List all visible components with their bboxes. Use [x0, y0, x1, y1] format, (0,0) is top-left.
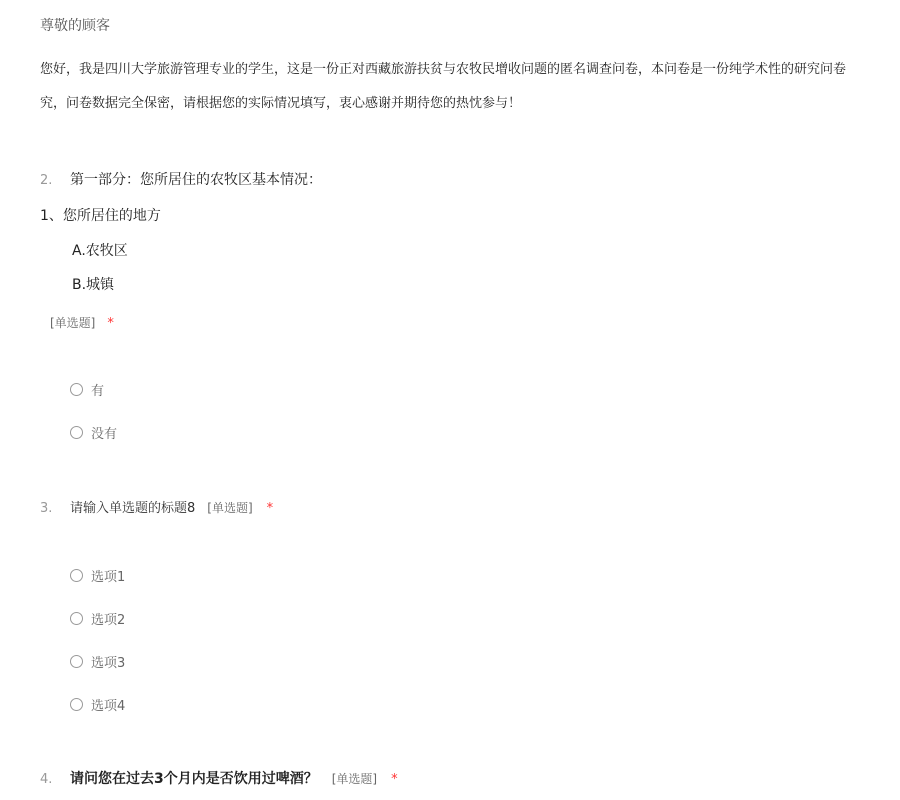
option-label[interactable]: 选项2 — [91, 612, 126, 628]
question-4-header — [40, 768, 398, 788]
question-2-required-mark: * — [107, 316, 114, 331]
question-3-required-mark: * — [266, 501, 274, 516]
question-2-option-1[interactable] — [70, 379, 104, 399]
question-4-number: 4. — [40, 772, 53, 787]
question-4-title: 请问您在过去3个月内是否饮用过啤酒？ — [70, 771, 318, 787]
question-3-type-label: [单选题] — [207, 501, 253, 515]
option-label[interactable]: 选项4 — [91, 698, 126, 714]
radio-button[interactable] — [70, 426, 83, 439]
question-3-title: 请输入单选题的标题8 — [70, 501, 196, 516]
question-4-type-label: [单选题] — [331, 772, 378, 786]
intro-line-1: 您好，我是四川大学旅游管理专业的学生，这是一份正对西藏旅游扶贫与农牧民增收问题的匿名调查问卷，本问卷是一份纯学术性的研究问卷 — [40, 62, 847, 77]
question-3-option-3[interactable] — [70, 651, 125, 671]
question-4-required-mark: * — [391, 772, 398, 787]
question-2-header — [40, 169, 322, 189]
question-2-number: 2. — [40, 173, 53, 188]
question-2-text-option-b: B.城镇 — [72, 277, 115, 293]
question-2-title: 第一部分：您所居住的农牧区基本情况： — [70, 172, 322, 188]
option-label[interactable]: 没有 — [91, 426, 118, 442]
greeting-heading: 尊敬的顾客 — [40, 18, 110, 34]
option-label[interactable]: 选项1 — [91, 569, 126, 585]
question-2-type-label: [单选题] — [50, 316, 96, 330]
question-3-number: 3. — [40, 501, 53, 516]
radio-button[interactable] — [70, 612, 83, 625]
question-2-text-option-a: A.农牧区 — [72, 243, 128, 259]
intro-line-2: 究，问卷数据完全保密，请根据您的实际情况填写，衷心感谢并期待您的热忱参与！ — [40, 96, 522, 111]
radio-button[interactable] — [70, 655, 83, 668]
question-2-option-2[interactable] — [70, 422, 117, 442]
option-label[interactable]: 有 — [91, 383, 105, 399]
question-3-option-2[interactable] — [70, 608, 125, 628]
question-3-option-4[interactable] — [70, 694, 125, 714]
question-3-header — [40, 497, 273, 516]
radio-button[interactable] — [70, 698, 83, 711]
intro-paragraph — [40, 53, 846, 121]
question-3-option-1[interactable] — [70, 565, 125, 585]
radio-button[interactable] — [70, 383, 83, 396]
option-label[interactable]: 选项3 — [91, 655, 126, 671]
question-2-meta — [50, 312, 114, 331]
radio-button[interactable] — [70, 569, 83, 582]
question-2-subtitle: 1、您所居住的地方 — [40, 208, 161, 224]
